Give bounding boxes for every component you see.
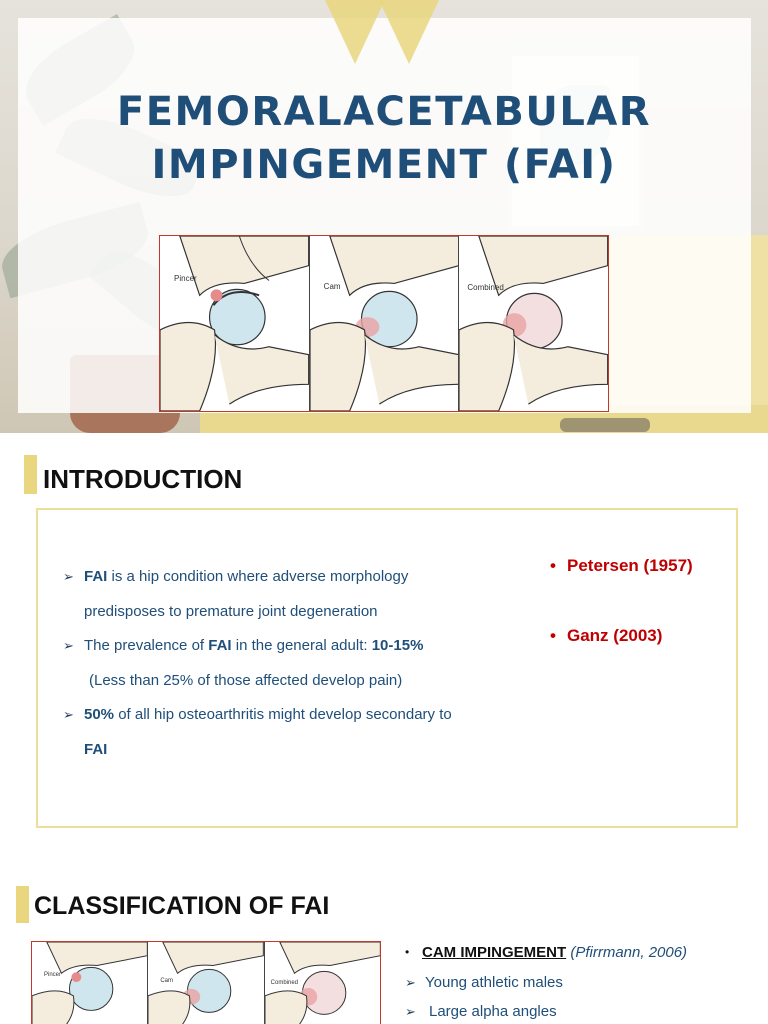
combined-hip-illustration: [265, 942, 380, 1024]
slide-title: FEMORALACETABULAR IMPINGEMENT (FAI): [116, 89, 652, 188]
bullet-dot-icon: •: [405, 945, 410, 959]
list-item: [63, 698, 503, 767]
list-item: [405, 938, 687, 968]
bullet-text: is a hip condition where adverse morphology: [107, 568, 409, 585]
arrow-bullet-icon: ➢: [63, 569, 74, 584]
section-accent-bar: [16, 886, 29, 923]
combined-label: Combined: [467, 283, 504, 292]
list-item: [405, 997, 687, 1024]
reference-list: [550, 554, 693, 694]
reference-text: Ganz (2003): [567, 626, 663, 645]
citation: (Pfirrmann, 2006): [570, 944, 688, 961]
pincer-hip-illustration: [32, 942, 148, 1024]
pincer-hip-illustration: [160, 236, 310, 411]
arrow-bullet-icon: ➢: [63, 707, 74, 722]
list-item: [63, 560, 503, 629]
cam-impingement-heading: CAM IMPINGEMENT: [422, 944, 567, 961]
bold-term: FAI: [84, 568, 108, 585]
background-decor: [560, 418, 650, 432]
bold-term: 50%: [84, 706, 115, 723]
introduction-heading: INTRODUCTION: [43, 464, 243, 494]
list-item: [550, 624, 693, 648]
arrow-bullet-icon: ➢: [405, 974, 416, 990]
fai-types-figure: [159, 235, 609, 412]
cam-hip-illustration: [310, 236, 460, 411]
bullet-text: predisposes to premature joint degeneration: [84, 602, 378, 620]
arrow-bullet-icon: ➢: [63, 638, 74, 653]
list-item: [63, 629, 503, 698]
list-item: [550, 554, 693, 578]
combined-hip-illustration: [459, 236, 608, 411]
cam-label: Cam: [323, 282, 341, 291]
bold-term: 10-15%: [371, 637, 424, 654]
pincer-label: Pincer: [44, 972, 62, 978]
bullet-text: Young athletic males: [425, 973, 563, 991]
section-accent-bar: [24, 455, 37, 494]
reference-text: Petersen (1957): [567, 556, 693, 575]
list-item: [405, 968, 687, 998]
cam-hip-illustration: [148, 942, 264, 1024]
bold-term: FAI: [84, 740, 108, 758]
bullet-text: Large alpha angles: [429, 1003, 557, 1020]
bullet-dot-icon: •: [550, 556, 556, 575]
cam-label: Cam: [160, 978, 173, 984]
bullet-text: of all hip osteoarthritis might develop secondary to: [114, 706, 452, 723]
introduction-content-box: [36, 508, 738, 828]
arrow-bullet-icon: ➢: [405, 1004, 416, 1019]
bullet-text: in the general adult:: [231, 637, 372, 654]
classification-heading: CLASSIFICATION OF FAI: [34, 892, 330, 920]
fai-types-figure: [31, 941, 381, 1024]
bullet-text: The prevalence of: [84, 637, 209, 654]
decorative-triangle: [325, 0, 385, 64]
classification-bullet-list: [405, 938, 687, 1024]
bold-term: FAI: [208, 637, 232, 654]
title-slide: [0, 0, 768, 433]
combined-label: Combined: [270, 980, 299, 986]
bullet-dot-icon: •: [550, 626, 556, 645]
introduction-bullet-list: [63, 560, 503, 767]
decorative-triangle: [379, 0, 439, 64]
bullet-text: (Less than 25% of those affected develop pain): [89, 671, 403, 689]
pincer-label: Pincer: [174, 274, 197, 283]
